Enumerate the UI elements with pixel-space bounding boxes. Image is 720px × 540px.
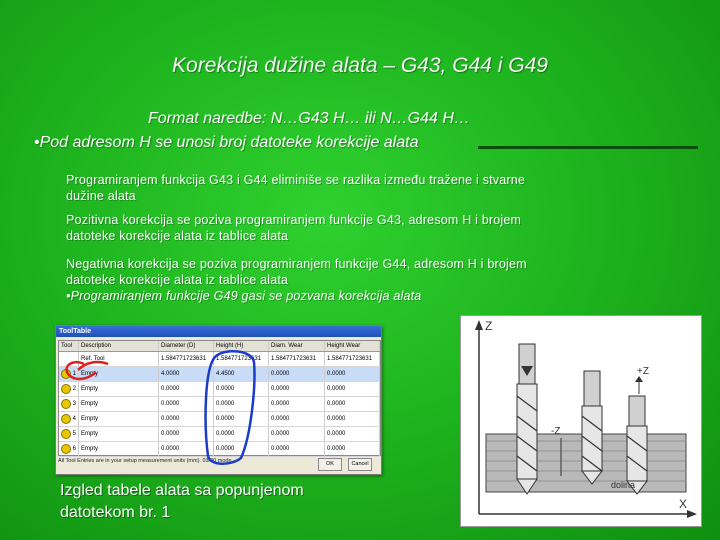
table-row[interactable] (59, 397, 380, 412)
format-line: Format naredbe: N…G43 H… ili N…G44 H… (148, 110, 470, 127)
tool-desc: Empty (79, 367, 159, 381)
tool-height-wear: 1.584771723631 (325, 352, 380, 366)
diagram-svg (461, 316, 701, 526)
header-height-wear: Height Wear (325, 341, 380, 351)
tool-height: 0.0000 (214, 397, 269, 411)
tool-desc: Ref. Tool (79, 352, 159, 366)
x-axis-arrow (687, 510, 697, 518)
cancel-button[interactable]: Cancel (348, 458, 372, 471)
g49-bullet: •Programiranjem funkcije G49 gasi se pozvana korekcija alata (66, 289, 422, 303)
tool-diam-wear: 0.0000 (269, 397, 325, 411)
tool-desc: Empty (79, 412, 159, 426)
table-row[interactable] (59, 367, 380, 382)
x-axis-label: X (679, 497, 688, 511)
table-row[interactable] (59, 427, 380, 442)
tool-desc: Empty (79, 382, 159, 396)
header-description: Description (79, 341, 159, 351)
tool-desc: Empty (79, 427, 159, 441)
tool-num: 6 (59, 442, 79, 456)
table-row[interactable] (59, 442, 380, 457)
tool-diameter: 0.0000 (159, 397, 214, 411)
tool-desc: Empty (79, 397, 159, 411)
drill-shank-2 (584, 371, 600, 406)
ok-button[interactable]: OK (318, 458, 342, 471)
header-diam-wear: Diam. Wear (269, 341, 325, 351)
header-diameter: Diameter (D) (159, 341, 214, 351)
tool-num (59, 352, 79, 366)
tool-height-wear: 0.0000 (325, 397, 380, 411)
tool-height: 0.0000 (214, 427, 269, 441)
tool-height: 0.0000 (214, 442, 269, 456)
tool-diameter: 0.0000 (159, 412, 214, 426)
tool-icon (61, 414, 71, 424)
drill-shank-1 (519, 344, 535, 384)
table-row[interactable] (59, 382, 380, 397)
tool-height-wear: 0.0000 (325, 427, 380, 441)
paragraph-positive-correction: Pozitivna korekcija se poziva programiranjem funkcije G43, adresom H i brojem datoteke korekcije alata iz tablice alata (66, 213, 522, 243)
paragraph-negative-correction (66, 256, 566, 304)
tool-height: 0.0000 (214, 412, 269, 426)
tool-height-wear: 0.0000 (325, 367, 380, 381)
tool-height: 4.4500 (214, 367, 269, 381)
tool-diameter: 0.0000 (159, 382, 214, 396)
table-caption: Izgled tabele alata sa popunjenom datotekom br. 1 (60, 482, 304, 521)
tool-diam-wear: 0.0000 (269, 382, 325, 396)
divider-bar (478, 146, 698, 149)
tool-diameter: 4.0000 (159, 367, 214, 381)
main-bullet: •Pod adresom H se unosi broj datoteke korekcije alata (34, 134, 419, 151)
tool-icon (61, 399, 71, 409)
tool-diam-wear: 0.0000 (269, 412, 325, 426)
negative-correction-text: Negativna korekcija se poziva programiranjem funkcije G44, adresom H i brojem datoteke korekcije alata iz tablice alata (66, 257, 527, 287)
tool-table-header-row (59, 341, 380, 352)
tool-height-wear: 0.0000 (325, 442, 380, 456)
table-row[interactable] (59, 352, 380, 367)
slide-title: Korekcija dužine alata – G43, G44 i G49 (172, 54, 548, 77)
z-axis-label: Z (485, 319, 493, 333)
tool-diameter: 1.584771723631 (159, 352, 214, 366)
tool-table-status: All Tool Entries are in your setup measurement units (mm). 03/30 mode. (58, 458, 234, 464)
tool-table-title: ToolTable (56, 326, 381, 337)
paragraph-g43-g44: Programiranjem funkcija G43 i G44 eliminiše se razlika između tražene i stvarne dužine alata (66, 173, 526, 203)
tool-table-window (55, 325, 382, 475)
tool-diam-wear: 0.0000 (269, 442, 325, 456)
tool-diam-wear: 0.0000 (269, 367, 325, 381)
tool-icon (61, 369, 71, 379)
workpiece-label: dolina (611, 480, 636, 490)
tool-icon (61, 429, 71, 439)
tool-diam-wear: 1.584771723631 (269, 352, 325, 366)
tool-num: 4 (59, 412, 79, 426)
tool-icon (61, 444, 71, 454)
tool-num: 2 (59, 382, 79, 396)
tool-diam-wear: 0.0000 (269, 427, 325, 441)
tool-desc: Empty (79, 442, 159, 456)
tool-num: 5 (59, 427, 79, 441)
tool-icon (61, 384, 71, 394)
minus-z-label: -Z (551, 426, 561, 437)
drill-shank-3 (629, 396, 645, 426)
drill-body-3 (627, 426, 647, 481)
tool-length-diagram (460, 315, 702, 527)
tool-num: 1 (59, 367, 79, 381)
header-tool: Tool (59, 341, 79, 351)
tool-diameter: 0.0000 (159, 442, 214, 456)
tool-height: 1.584771723631 (214, 352, 269, 366)
tool-height: 0.0000 (214, 382, 269, 396)
z-axis-arrow (475, 320, 483, 330)
tool-height-wear: 0.0000 (325, 382, 380, 396)
tool-diameter: 0.0000 (159, 427, 214, 441)
tool-table-grid (58, 340, 381, 456)
tool-num: 3 (59, 397, 79, 411)
tool-height-wear: 0.0000 (325, 412, 380, 426)
table-row[interactable] (59, 412, 380, 427)
header-height: Height (H) (214, 341, 269, 351)
plus-z-label: +Z (637, 366, 649, 377)
